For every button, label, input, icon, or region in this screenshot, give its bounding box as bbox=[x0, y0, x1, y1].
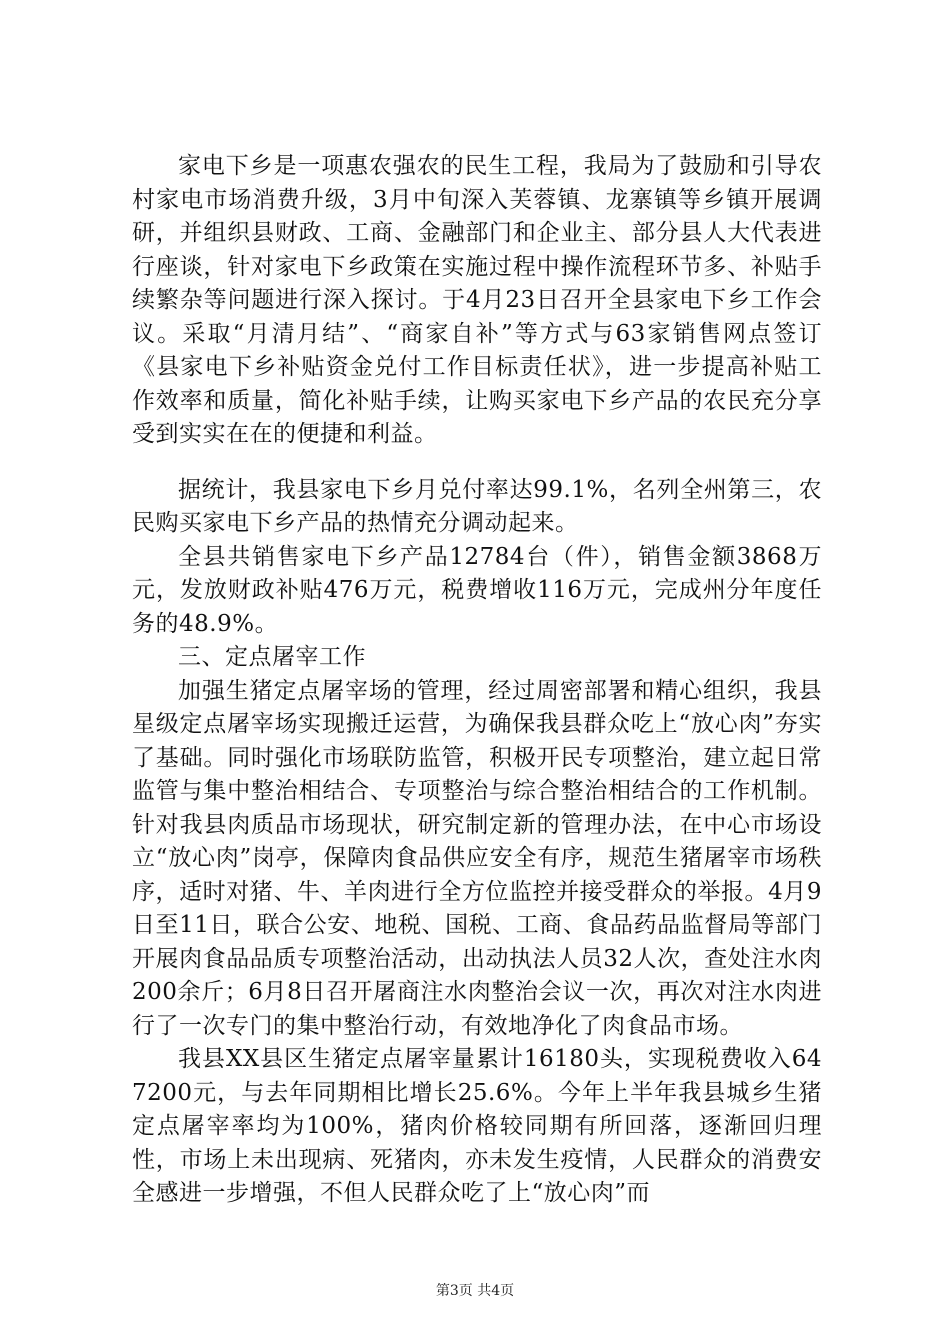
paragraph-gap bbox=[132, 452, 822, 474]
paragraph-slaughter-management: 加强生猪定点屠宰场的管理，经过周密部署和精心组织，我县星级定点屠宰场实现搬迁运营，为确保我县群众吃上“放心肉”夯实了基础。同时强化市场联防监管，积极开民专项整治，建立起日常监管与集中整治相结合、专项整治与综合整治相结合的工作机制。针对我县肉质品市场现状，研究制定新的管理办法，在中心市场设立“放心肉”岗亭，保障肉食品供应安全有序，规范生猪屠宰市场秩序，适时对猪、牛、羊肉进行全方位监控并接受群众的举报。4月9日至11日，联合公安、地税、国税、工商、食品药品监督局等部门开展肉食品品质专项整治活动，出动执法人员32人次，查处注水肉200余斤；6月8日召开屠商注水肉整治会议一次，再次对注水肉进行了一次专门的集中整治行动，有效地净化了肉食品市场。 bbox=[132, 677, 822, 1039]
paragraph-sales-totals: 全县共销售家电下乡产品12784台（件），销售金额3868万元，发放财政补贴476万元，税费增收116万元，完成州分年度任务的48.9%。 bbox=[132, 543, 822, 637]
paragraph-home-appliance-policy: 家电下乡是一项惠农强农的民生工程，我局为了鼓励和引导农村家电市场消费升级，3月中旬深入芙蓉镇、龙寨镇等乡镇开展调研，并组织县财政、工商、金融部门和企业主、部分县人大代表进行座谈，针对家电下乡政策在实施过程中操作流程环节多、补贴手续繁杂等问题进行深入探讨。于4月23日召开全县家电下乡工作会议。采取“月清月结”、“商家自补”等方式与63家销售网点签订《县家电下乡补贴资金兑付工作目标责任状》，进一步提高补贴工作效率和质量，简化补贴手续，让购买家电下乡产品的农民充分享受到实实在在的便捷和利益。 bbox=[132, 153, 822, 447]
paragraph-statistics: 据统计，我县家电下乡月兑付率达99.1%，名列全州第三，农民购买家电下乡产品的热情充分调动起来。 bbox=[132, 476, 822, 536]
document-body bbox=[132, 150, 822, 1211]
section-heading-slaughter: 三、定点屠宰工作 bbox=[178, 644, 366, 670]
paragraph-slaughter-results: 我县XX县区生猪定点屠宰量累计16180头，实现税费收入647200元，与去年同期相比增长25.6%。今年上半年我县城乡生猪定点屠宰率均为100%，猪肉价格较同期有所回落，逐渐回归理性，市场上未出现病、死猪肉，亦未发生疫情，人民群众的消费安全感进一步增强，不但人民群众吃了上“放心肉”而 bbox=[132, 1046, 822, 1206]
page-number-footer: 第3页 共4页 bbox=[435, 1283, 515, 1299]
